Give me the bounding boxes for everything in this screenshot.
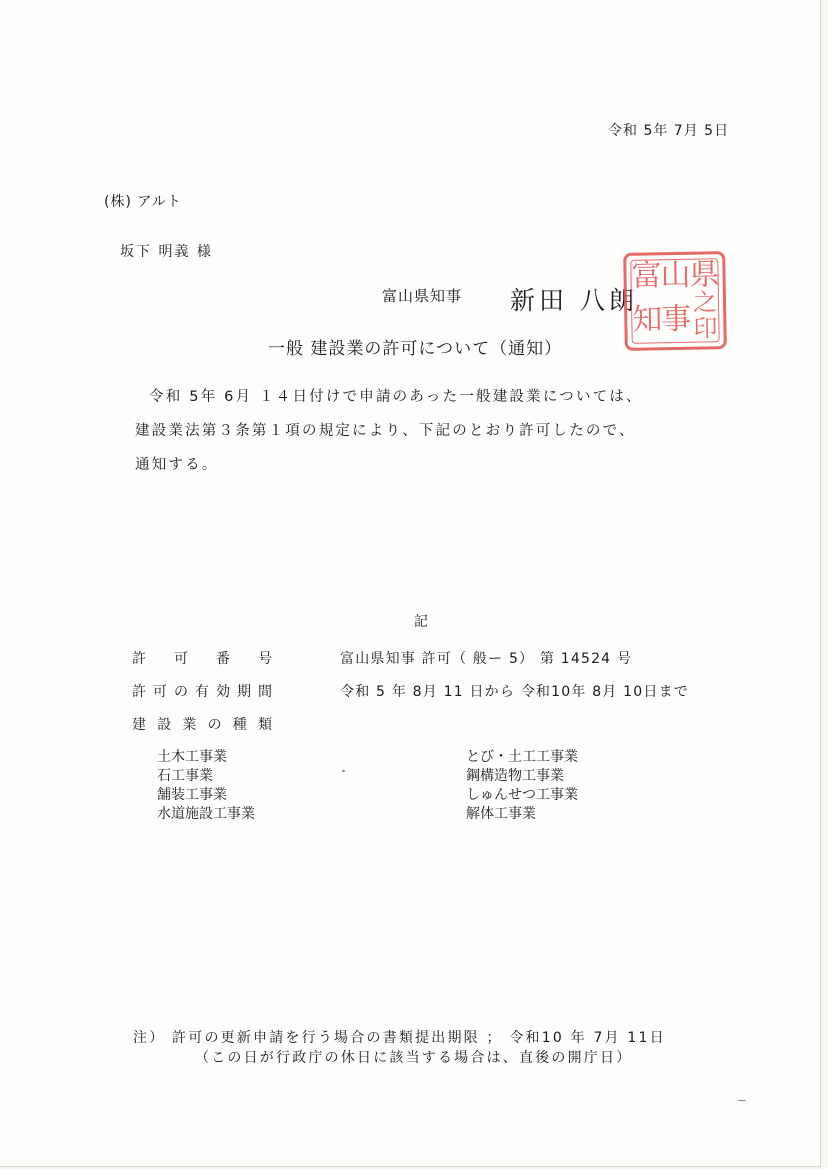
label-char: 許 — [132, 684, 146, 700]
permit-number-value: 富山県知事 許可（ 般ー 5） 第 14524 号 — [340, 651, 633, 667]
scan-speck — [738, 1100, 746, 1101]
label-char: 許 — [132, 651, 146, 667]
note-line: 注） 許可の更新申請を行う場合の書類提出期限 ； 令和10 年 7月 11日 — [133, 1030, 666, 1046]
label-char: 番 — [216, 651, 230, 667]
subject-title: 一般 建設業の許可について（通知） — [268, 339, 563, 359]
label-char: 建 — [132, 717, 146, 733]
seal-char: 印 — [693, 314, 718, 343]
label-char: の — [207, 717, 222, 733]
label-char: 類 — [257, 717, 272, 733]
recipient-name: 坂下 明義 様 — [120, 244, 213, 260]
construction-type-item: とび・土工工事業 — [466, 749, 578, 765]
label-char: 業 — [182, 717, 197, 733]
construction-type-item: 舗装工事業 — [157, 787, 227, 803]
label-char: 可 — [174, 651, 188, 667]
seal-char: 富 — [631, 258, 662, 294]
construction-type-item: 水道施設工事業 — [157, 806, 255, 822]
permit-number-label — [132, 648, 272, 668]
construction-type-item: 鋼構造物工事業 — [466, 768, 564, 784]
label-char: 設 — [157, 717, 172, 733]
body-line: 建設業法第３条第１項の規定により、下記のとおり許可したので、 — [135, 423, 636, 439]
label-char: 可 — [153, 684, 167, 700]
validity-label — [132, 681, 272, 701]
renewal-note — [133, 1028, 666, 1068]
construction-type-item: 石工事業 — [157, 768, 213, 784]
construction-type-item: しゅんせつ工事業 — [466, 787, 578, 803]
label-char: 効 — [216, 684, 230, 700]
seal-char: 山 — [660, 257, 691, 294]
construction-type-item: 土木工事業 — [157, 749, 227, 765]
label-char: 種 — [232, 717, 247, 733]
official-seal-icon — [623, 251, 727, 351]
label-char: 号 — [258, 651, 272, 667]
label-char: の — [174, 684, 188, 700]
seal-char: 之 — [692, 288, 718, 317]
seal-char: 県 — [689, 257, 720, 293]
seal-char: 事 — [661, 301, 692, 338]
types-label — [132, 714, 272, 734]
body-line: 令和 5年 6月 １４日付けで申請のあった一般建設業については、 — [149, 389, 643, 405]
issue-date: 令和 5年 7月 5日 — [608, 123, 730, 139]
note-line: （この日が行政庁の休日に該当する場合は、直後の開庁日） — [195, 1050, 633, 1066]
body-line: 通知する。 — [135, 457, 219, 473]
issuer-name: 新田 八朗 — [510, 286, 638, 315]
label-char: 期 — [237, 684, 251, 700]
body-paragraph — [135, 380, 735, 482]
label-char: 間 — [258, 684, 272, 700]
construction-type-item: 解体工事業 — [466, 806, 536, 822]
scan-speck — [342, 770, 345, 772]
recipient-company: (株) アルト — [104, 194, 182, 210]
construction-types-right — [466, 748, 578, 824]
issuer-title: 富山県知事 — [382, 287, 463, 305]
validity-value: 令和 5 年 8月 11 日から 令和10年 8月 10日まで — [340, 684, 689, 700]
construction-types-left — [157, 748, 255, 824]
seal-char: 知 — [632, 302, 663, 338]
ki-heading: 記 — [414, 614, 428, 630]
label-char: 有 — [195, 684, 209, 700]
